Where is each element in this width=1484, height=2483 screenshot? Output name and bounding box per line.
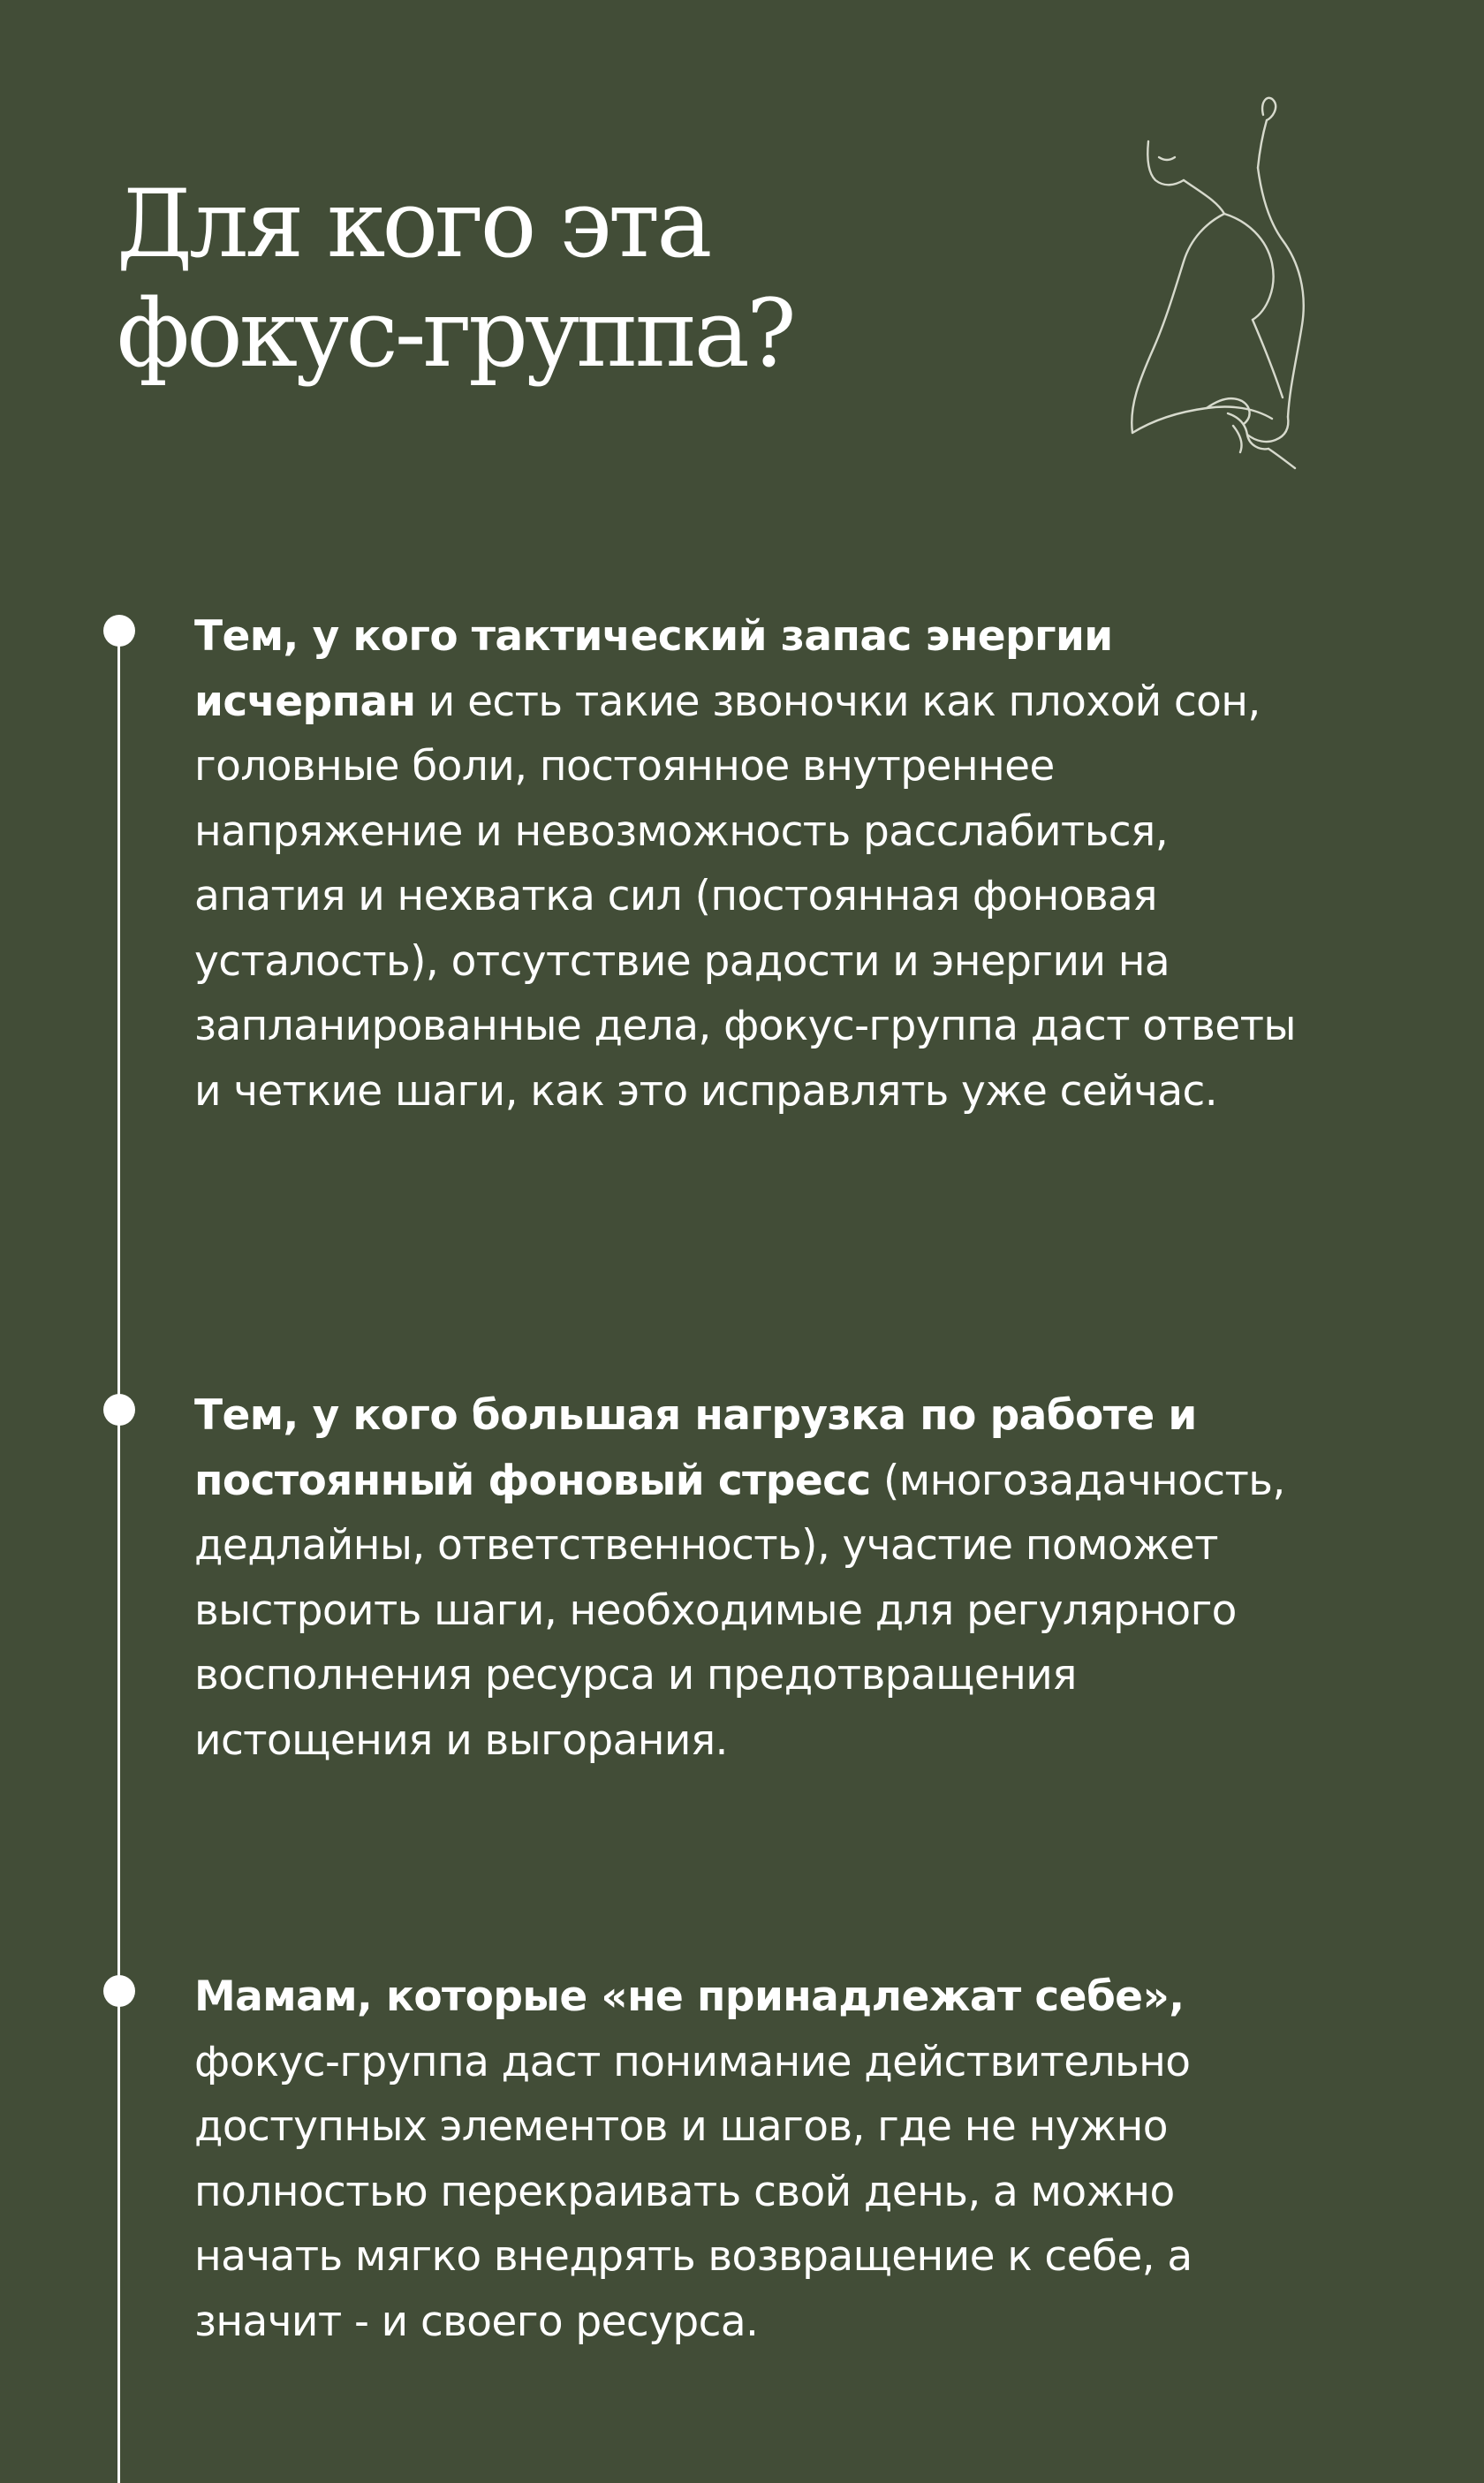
timeline-dot <box>103 1394 135 1426</box>
page-title <box>117 170 793 389</box>
list-item <box>194 1383 1325 1773</box>
list-item-text: фокус-группа даст понимание действительно доступных элементов и шагов, где не нужно полностью перекраивать свой день, а можно начать мягко внедрять возвращение к себе, а значит - и своего ресурса. <box>194 2037 1192 2346</box>
page-title-line-1: Для кого эта <box>117 170 709 278</box>
list-item <box>194 604 1325 1124</box>
woman-line-art-icon <box>1051 88 1316 512</box>
list-item-bold: Тем, у кого большая нагрузка по работе и постоянный фоновый стресс <box>194 1391 1197 1505</box>
list-item-text: и есть такие звоночки как плохой сон, головные боли, постоянное внутреннее напряжение и невозможность расслабиться, апатия и нехватка сил (постоянная фоновая усталость), отсутствие радости и энергии на запланированные дела, фокус-группа даст ответы и четкие шаги, как это исправлять уже сейчас. <box>194 677 1296 1116</box>
page-title-line-2: фокус-группа? <box>117 279 793 388</box>
timeline-dot <box>103 1975 135 2007</box>
list-item-text: (многозадачность, дедлайны, ответственность), участие поможет выстроить шаги, необходимые для регулярного восполнения ресурса и предотвращения истощения и выгорания. <box>194 1456 1285 1765</box>
timeline-line <box>117 629 120 2483</box>
list-item-bold: Тем, у кого тактический запас энергии исчерпан <box>194 612 1113 726</box>
list-item <box>194 1964 1325 2354</box>
list-item-bold: Мамам, которые «не принадлежат себе», <box>194 1972 1185 2021</box>
timeline-dot <box>103 615 135 647</box>
